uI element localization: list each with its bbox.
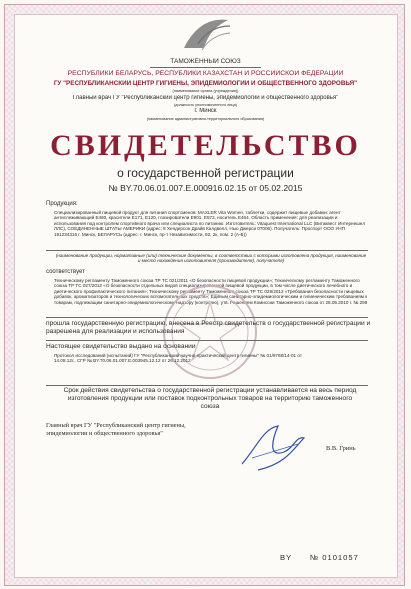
country-code: BY [280,553,293,562]
issuer-caption: (наименование органа (учреждения)) [172,89,239,93]
complies-text: Техническому регламенту Таможенного союза ТР ТС 021/2011 «О безопасности пищевой продукции»; Техническому регламенту Таможенного союза ТР ТС 027/2012 «О безопасности отдельных видов специализированной пищевой продукции, в том числе диетического лечебного и диетического профилактического питания»; Техническому регламенту Таможенного союза ТР ТС 029/2012 «Требования безопасности пищевых добавок, ароматизаторов и технологических вспомогательных средств»; Единым санитарно-эпидемиологическим и гигиеническим требованиям к товарам, подлежащим санитарно-эпидемиологическому надзору (контролю), утв. Решением Комиссии Таможенного союза от 28.05.2010 г. № 299 [54,278,368,305]
product-caption: (наименование продукции, нормативные (или) технические документы, в соответствии с которыми изготовлена продукция, наименование и место нахождения изготовителя (производителя), получателя) [55,253,367,264]
chief-doctor-line: Главный врач ГУ "Республиканский центр гигиены, эпидемиологии и общественного здоровья" [72,95,339,101]
position-caption: (должность уполномоченного лица) [174,103,237,107]
product-text: Специализированный пищевой продукт для питания спортсменов: MAXLER Vita Women, таблетки, содержит пищевые добавки: агент антислеживающий Е460, красители Е171, Е120, глазирователи Е901, Е572, носитель Е464. Область применения: для реализации и использования под контролем спортивного врача или специалиста по питанию. Изготовитель: Vitaquest International LLC (Витаквест Интернешнл ЛЛС), СОЕДИНЕННЫЕ ШТАТЫ АМЕРИКИ (адрес: 8 Хендерсон Драйв Калдвелл, Нью Джерси 07006). Получатель: Проспорт ООО УНП 191234316 г. Минск, БЕЛАРУСЬ (адрес: г. Минск, пр-т Независимости, 92, 2к, пом. 2 (А-Б)) [54,210,366,237]
union-title: ТАМОЖЕННЫЙ СОЮЗ [170,58,241,65]
divider [46,250,368,251]
signature-icon [238,418,308,478]
divider [46,340,368,341]
city: г. Минск [194,108,217,114]
divider [150,67,261,68]
signatory-position: Главный врач ГУ "Республиканский центр гигиены, эпидемиологии и общественного здоровья" [46,422,186,437]
certificate-subtitle: о государственной регистрации [117,166,294,180]
authority-caption: (наименование административно-территориального образования) [146,117,265,121]
countries-line: РЕСПУБЛИКИ БЕЛАРУСЬ, РЕСПУБЛИКИ КАЗАХСТАН И РОССИЙСКОЙ ФЕДЕРАЦИИ [67,70,344,77]
center-name: ГУ "РЕСПУБЛИКАНСКИЙ ЦЕНТР ГИГИЕНЫ, ЭПИДЕМИОЛОГИИ И ОБЩЕСТВЕННОГО ЗДОРОВЬЯ" [53,80,358,87]
validity-text: Срок действия свидетельства о государственной регистрации устанавливается на весь период изготовления продукции или поставок подконтрольных товаров на территорию таможенного союза [63,387,357,410]
divider [46,317,368,318]
registration-number: № BY.70.06.01.007.Е.000916.02.15 от 05.02.2015 [108,183,303,193]
eurasian-emblem-icon [178,14,234,54]
divider [46,385,368,386]
basis-label: Настоящее свидетельство выдано на основании [46,343,196,350]
serial-number: № 0101057 [310,553,359,562]
complies-label: соответствует [46,269,85,275]
registration-statement: прошла государственную регистрацию, внесена в Реестр свидетельств о государственной регистрации и разрешена для реализации и использования [46,320,371,335]
basis-text: Протокол исследований (испытаний) ГУ "Республиканский научно-практический центр гигиены" № 01/9768/14-01 от 14.08.12г., СГР № BY.70.06.01.007.Е.003945.12.12 от 26.12.2012 [54,353,302,364]
product-label: Продукция: [46,201,78,207]
signatory-name: В.В. Гринь [326,445,356,452]
certificate-title: СВИДЕТЕЛЬСТВО [50,130,361,162]
